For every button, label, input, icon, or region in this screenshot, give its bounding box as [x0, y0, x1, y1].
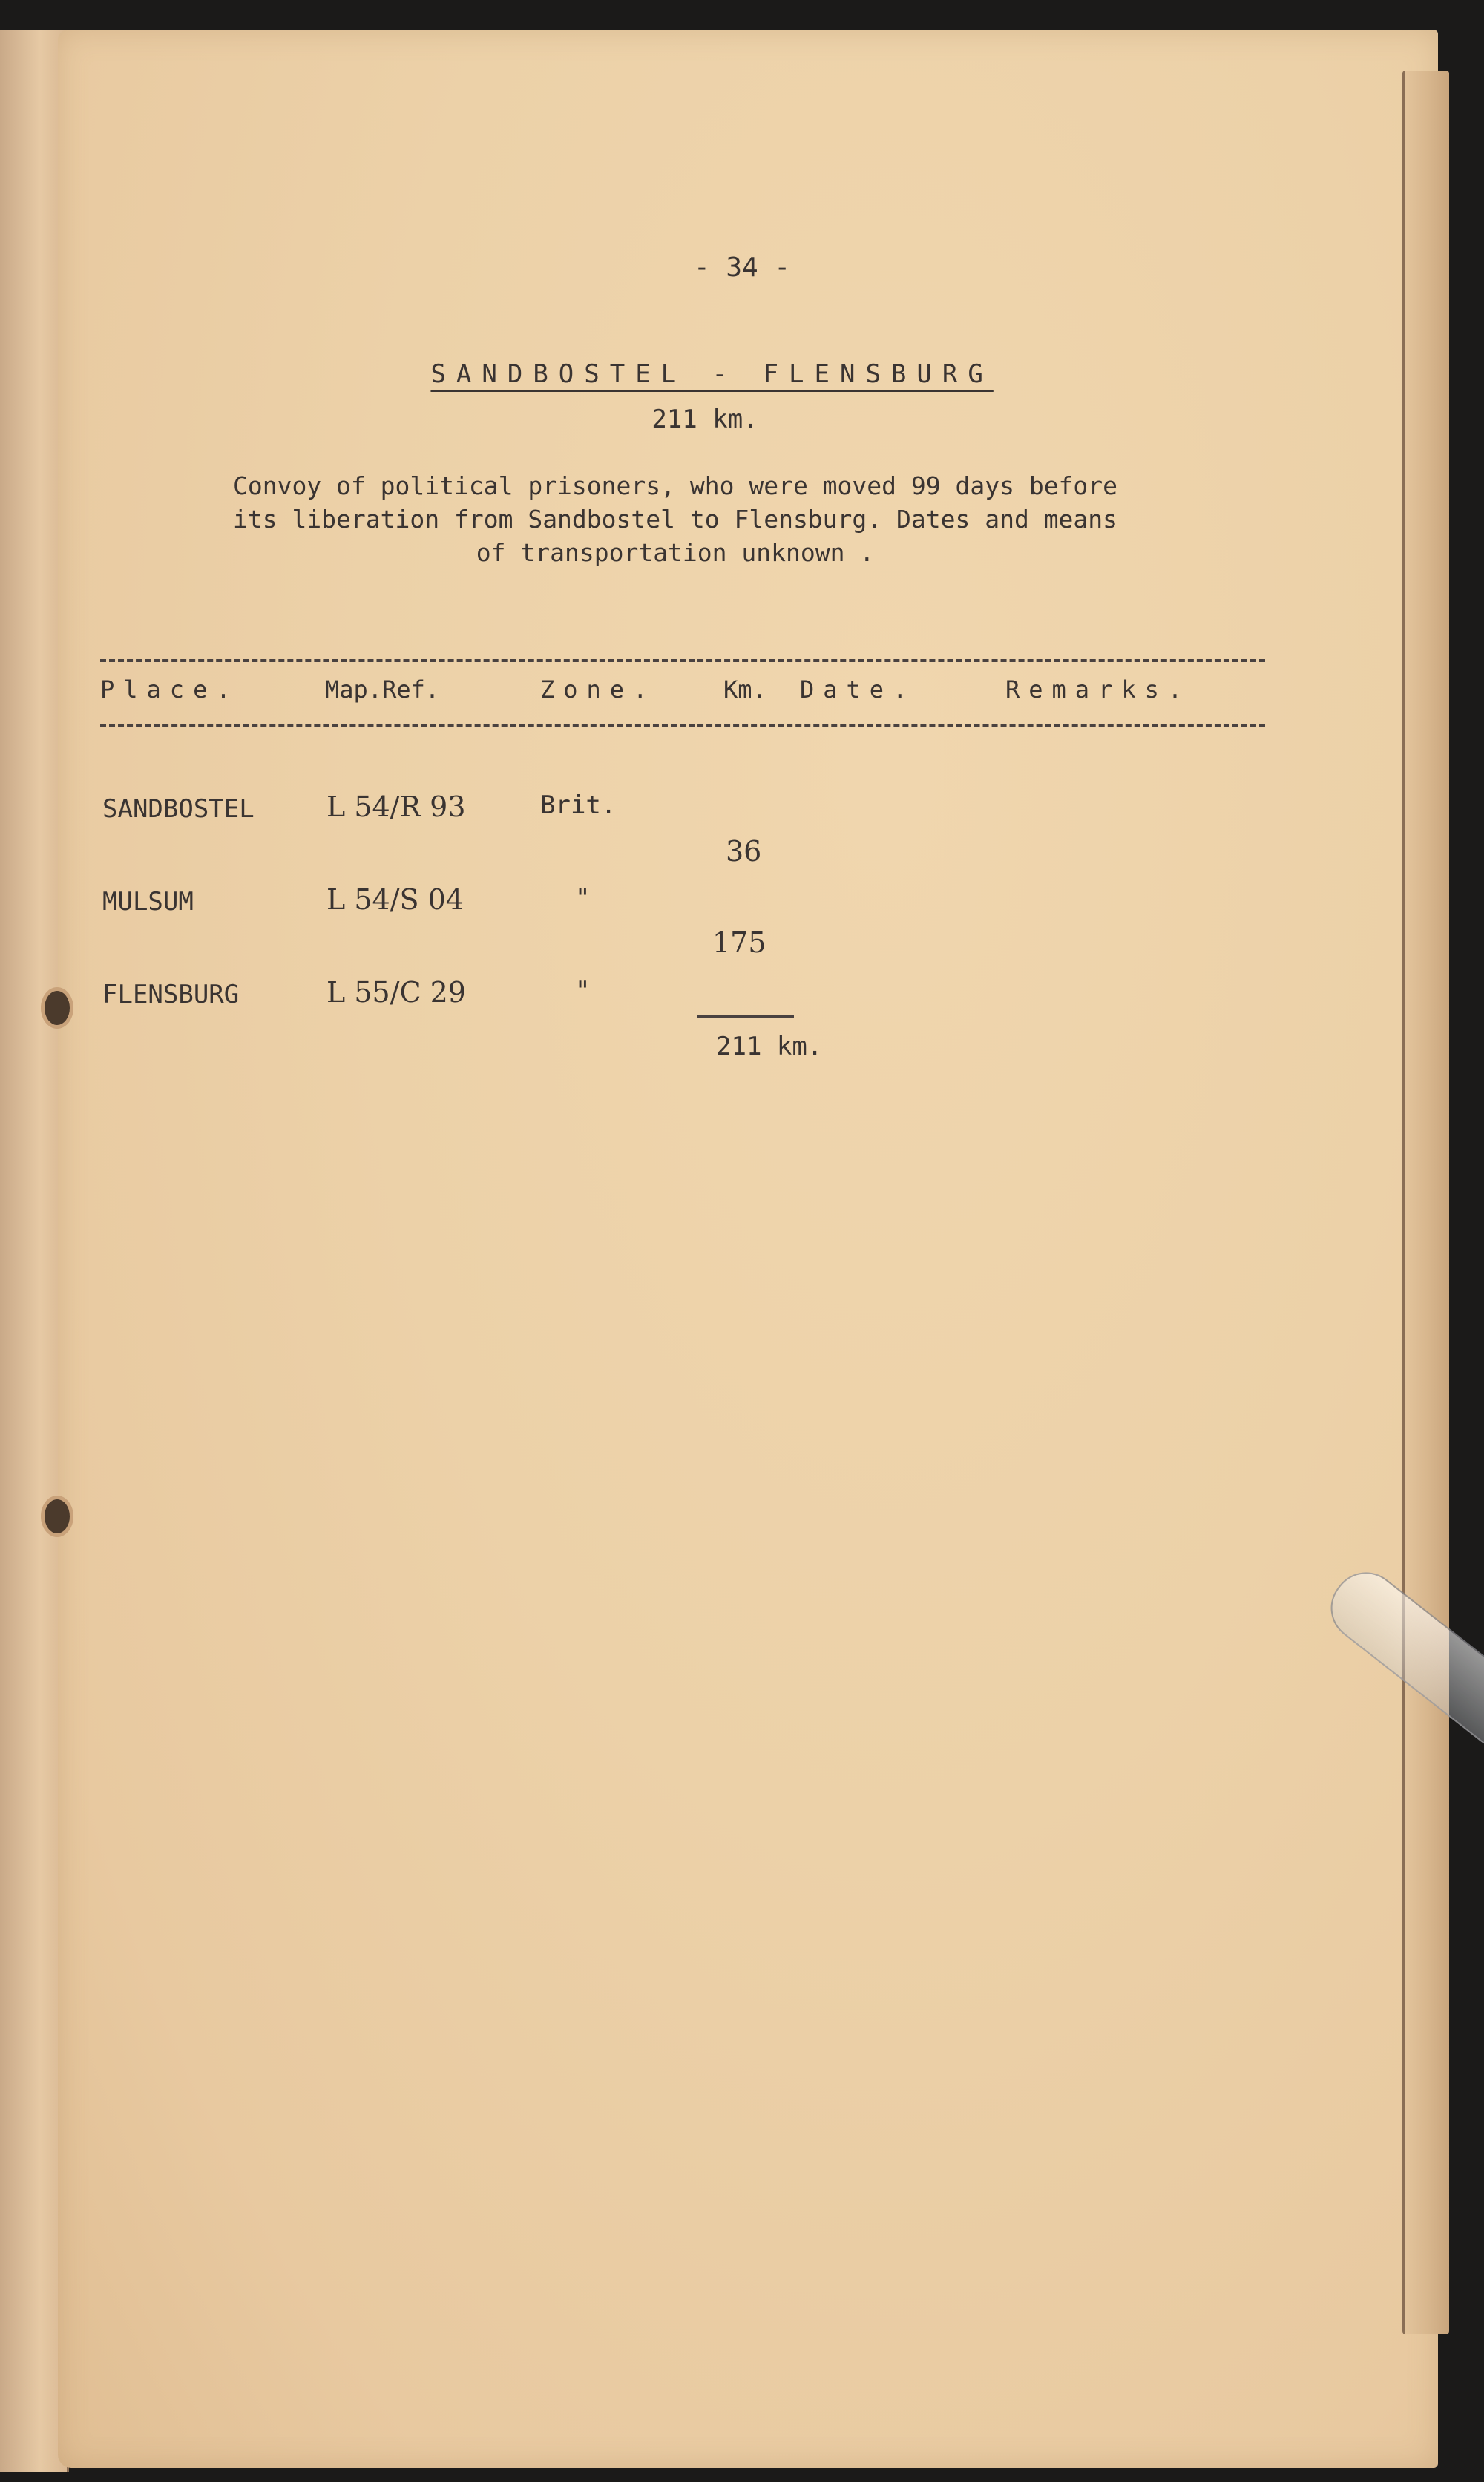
header-place: Place.: [100, 675, 240, 704]
row-1-place: SANDBOSTEL: [102, 794, 255, 824]
row-1-map-ref: L 54/R 93: [326, 790, 466, 823]
total-distance: 211 km.: [716, 1032, 823, 1061]
segment-km-1: 36: [726, 835, 762, 868]
row-2-map-ref: L 54/S 04: [326, 883, 464, 916]
table-header-rule: [100, 724, 1265, 727]
header-date: Date.: [800, 675, 916, 704]
page-number: - 34 -: [693, 252, 791, 283]
description-line-1: Convoy of political prisoners, who were moved 99 days before: [232, 471, 1118, 500]
table-top-rule: [100, 659, 1265, 662]
route-distance: 211 km.: [651, 405, 758, 434]
header-zone: Zone.: [540, 675, 657, 704]
header-km: Km.: [723, 675, 766, 704]
header-remarks: Remarks.: [1005, 675, 1192, 704]
document-page: [58, 30, 1438, 2468]
segment-km-2: 175: [712, 926, 766, 959]
row-2-zone: ": [575, 883, 591, 913]
description-line-3: of transportation unknown .: [476, 538, 875, 567]
description-line-2: its liberation from Sandbostel to Flensburg. Dates and means: [232, 505, 1118, 534]
binder-hole-top: [45, 991, 70, 1025]
row-3-place: FLENSBURG: [102, 980, 240, 1009]
binder-hole-bottom: [45, 1499, 70, 1533]
row-2-place: MULSUM: [102, 887, 194, 917]
document-title: SANDBOSTEL - FLENSBURG: [430, 359, 994, 389]
row-3-map-ref: L 55/C 29: [326, 976, 466, 1009]
row-3-zone: ": [575, 976, 591, 1006]
row-1-zone: Brit.: [540, 790, 617, 820]
total-rule: [697, 1015, 794, 1018]
header-map-ref: Map.Ref.: [325, 675, 440, 704]
